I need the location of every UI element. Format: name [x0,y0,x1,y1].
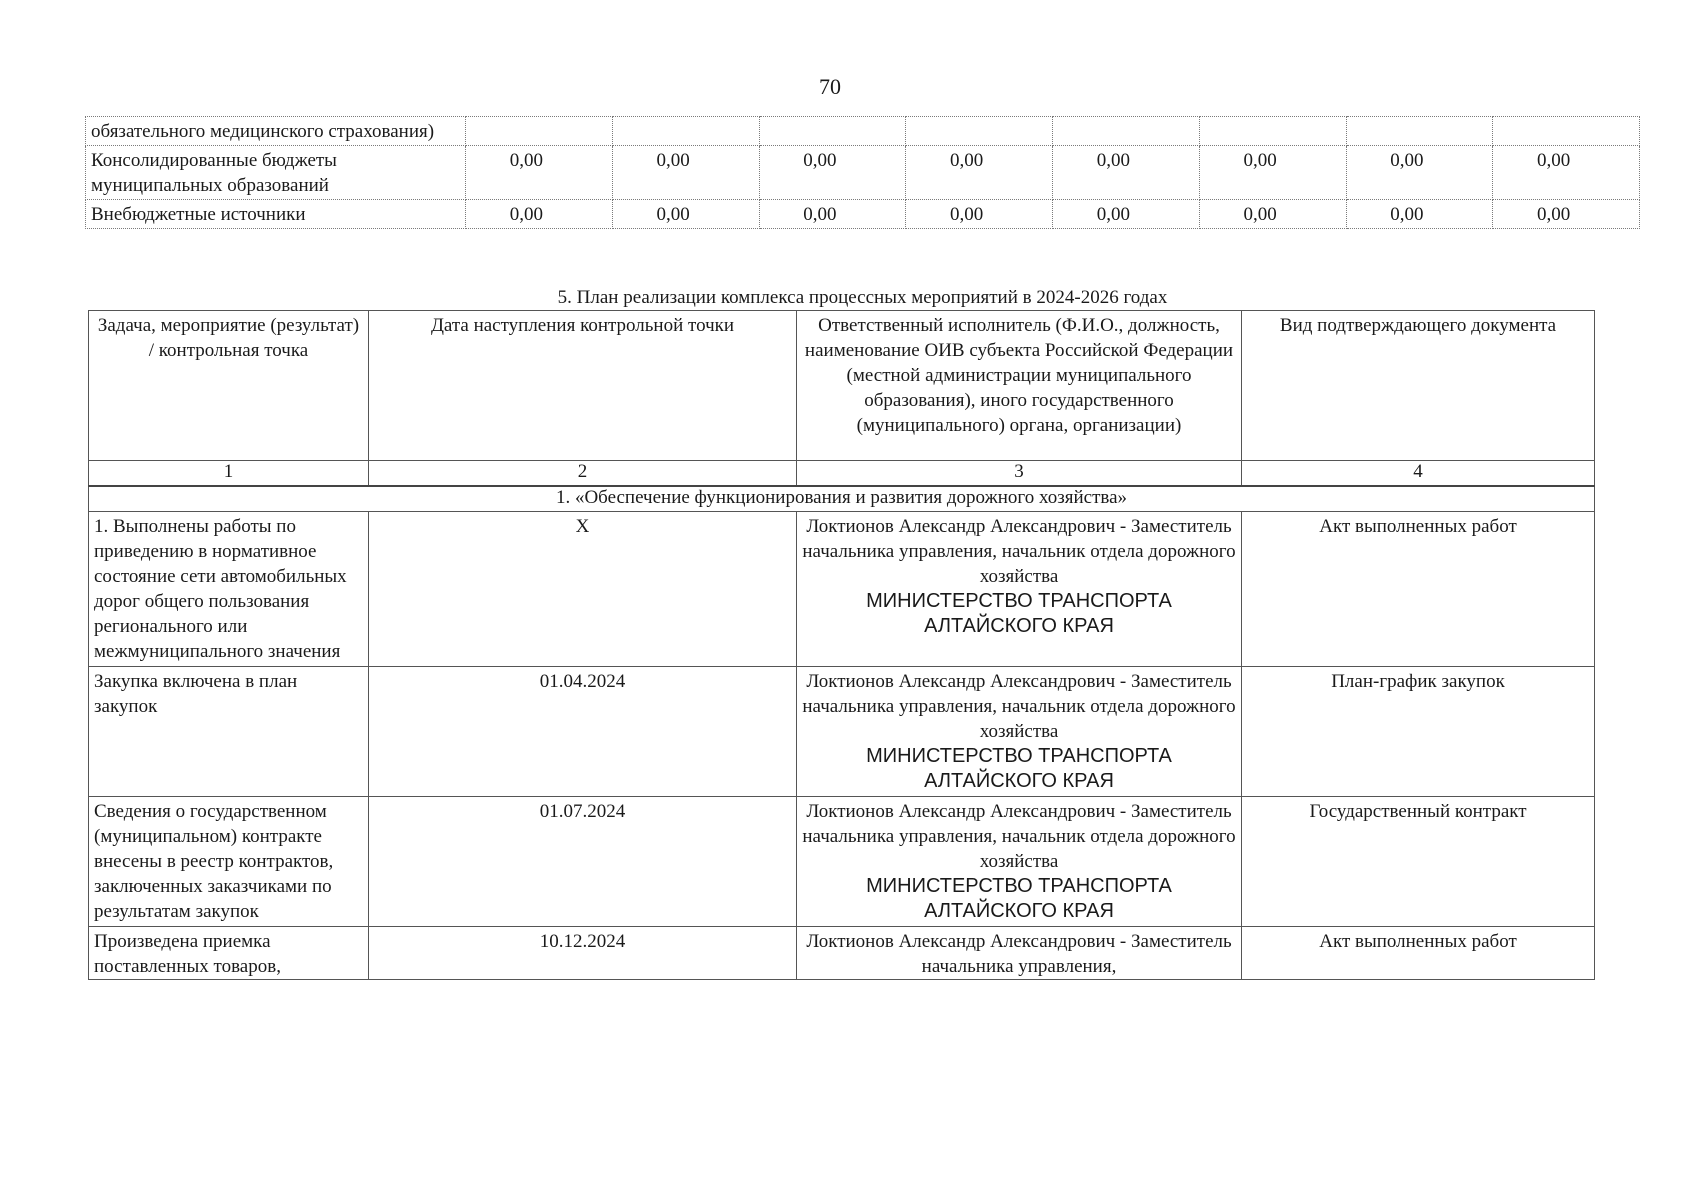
funding-cell: 0,00 [612,146,759,200]
page-number: 70 [819,74,841,99]
funding-cell: 0,00 [1199,146,1346,200]
plan-date: 01.04.2024 [369,667,797,797]
column-number: 1 [89,461,369,487]
header-document: Вид подтверждающего документа [1242,311,1595,461]
plan-executor-cell [797,512,1242,667]
plan-item-cell [89,927,369,980]
plan-organization: МИНИСТЕРСТВО ТРАНСПОРТА АЛТАЙСКОГО КРАЯ [866,875,1172,922]
plan-document: Государственный контракт [1242,797,1595,927]
plan-executor-cell [797,927,1242,980]
plan-item: Сведения о государственном (муниципальном) контракте внесены в реестр контрактов, заключенных заказчиками по результатам закупок [89,797,369,927]
funding-cell: 0,00 [1053,200,1200,229]
plan-date: 10.12.2024 [369,927,797,980]
funding-row [86,200,1640,229]
plan-header-row [89,311,1595,461]
column-number: 3 [797,461,1242,487]
funding-cell: 0,00 [1493,146,1640,200]
plan-date: X [369,512,797,667]
funding-cell: 0,00 [1493,200,1640,229]
funding-cell: 0,00 [466,200,613,229]
funding-cell [906,117,1053,146]
plan-item: Произведена приемка поставленных товаров, [94,931,281,977]
funding-cell: 0,00 [1346,146,1493,200]
plan-date: 01.07.2024 [369,797,797,927]
funding-cell: 0,00 [759,146,906,200]
plan-item: 1. Выполнены работы по приведению в нормативное состояние сети автомобильных дорог общего пользования регионального или межмуниципального значения [89,512,369,667]
plan-row [89,927,1595,980]
funding-cell [1346,117,1493,146]
plan-executor: Локтионов Александр Александрович - Заместитель начальника управления, начальник отдела дорожного хозяйства [802,516,1236,587]
funding-cell [1199,117,1346,146]
plan-document: План-график закупок [1242,667,1595,797]
funding-table [85,116,1640,229]
funding-cell [1053,117,1200,146]
plan-table [88,310,1595,980]
plan-organization: МИНИСТЕРСТВО ТРАНСПОРТА АЛТАЙСКОГО КРАЯ [866,590,1172,637]
funding-row [86,117,1640,146]
section-title: 5. План реализации комплекса процессных мероприятий в 2024-2026 годах [557,287,1168,308]
plan-organization: МИНИСТЕРСТВО ТРАНСПОРТА АЛТАЙСКОГО КРАЯ [866,745,1172,792]
funding-cell: 0,00 [906,200,1053,229]
funding-cell: 0,00 [1199,200,1346,229]
plan-document: Акт выполненных работ [1242,927,1595,980]
funding-cell: 0,00 [612,200,759,229]
column-number: 4 [1242,461,1595,487]
funding-cell [759,117,906,146]
funding-cell: 0,00 [1053,146,1200,200]
plan-executor-cell [797,667,1242,797]
column-number: 2 [369,461,797,487]
plan-executor: Локтионов Александр Александрович - Заместитель начальника управления, начальник отдела дорожного хозяйства [802,671,1236,742]
plan-item: Закупка включена в план закупок [89,667,369,797]
funding-cell: 0,00 [466,146,613,200]
plan-row [89,512,1595,667]
column-numbers-row [89,461,1595,487]
plan-executor-cell [797,797,1242,927]
funding-row [86,146,1640,200]
funding-row-label: обязательного медицинского страхования) [86,117,466,146]
funding-cell: 0,00 [759,200,906,229]
funding-cell: 0,00 [1346,200,1493,229]
funding-cell [1493,117,1640,146]
funding-cell [466,117,613,146]
plan-executor: Локтионов Александр Александрович - Заместитель начальника управления, [806,931,1232,977]
plan-row [89,797,1595,927]
plan-document: Акт выполненных работ [1242,512,1595,667]
header-date: Дата наступления контрольной точки [369,311,797,461]
plan-row [89,667,1595,797]
funding-row-label: Внебюджетные источники [86,200,466,229]
funding-row-label: Консолидированные бюджеты муниципальных образований [86,146,466,200]
task-row [89,486,1595,512]
header-executor: Ответственный исполнитель (Ф.И.О., должность, наименование ОИВ субъекта Российской Федерации (местной администрации муниципального образования), иного государственного (муниципального) органа, организации) [797,311,1242,461]
task-title: 1. «Обеспечение функционирования и развития дорожного хозяйства» [89,486,1595,512]
plan-executor: Локтионов Александр Александрович - Заместитель начальника управления, начальник отдела дорожного хозяйства [802,801,1236,872]
funding-cell [612,117,759,146]
header-task: Задача, мероприятие (результат) / контрольная точка [89,311,369,461]
funding-cell: 0,00 [906,146,1053,200]
